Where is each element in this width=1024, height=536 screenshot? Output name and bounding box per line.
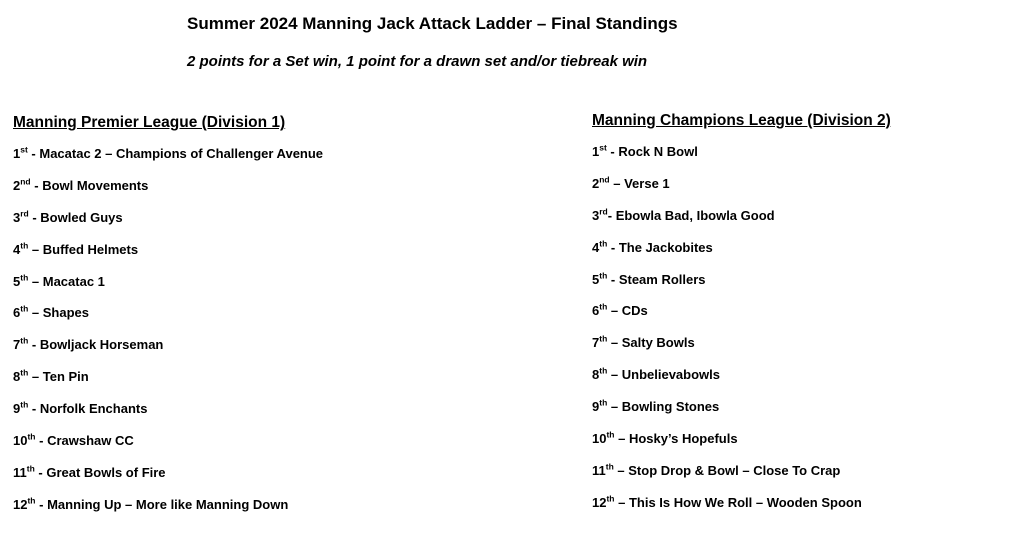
rank-suffix: th [606,429,615,440]
rank-number: 9 [13,401,21,417]
rank-position [13,337,28,352]
rank-number: 8 [13,369,21,385]
rank-suffix: th [605,461,614,472]
rank-separator: – [607,335,622,351]
rank-position [13,146,28,161]
rank-number: 10 [13,433,28,449]
rank-position [13,274,28,289]
rank-position [13,242,28,257]
standing-row [592,302,1012,334]
rank-separator: – [28,369,43,385]
rank-separator: - [34,464,47,480]
rank-suffix: th [20,304,29,315]
rank-position [592,208,608,223]
rank-separator: – [28,241,43,257]
rank-separator: - [28,337,40,353]
rank-suffix: rd [599,206,608,217]
rank-position [592,240,607,255]
rank-suffix: th [599,397,608,408]
rank-suffix: th [606,493,615,504]
rank-suffix: th [20,367,29,378]
rank-number: 9 [592,399,600,415]
rank-number: 6 [592,303,600,319]
standing-row [13,209,433,241]
rank-separator: – [28,305,43,321]
standing-row [592,239,1012,271]
rank-number: 1 [13,146,21,161]
rank-separator: - [27,146,40,161]
rank-position [592,367,607,382]
rank-position [13,497,36,512]
rank-separator: – [613,462,629,478]
team-name: Manning Up – More like Manning Down [47,496,289,512]
rank-position [592,431,615,446]
rank-suffix: nd [599,174,610,185]
rank-separator: – [607,303,622,319]
rank-separator: – [614,431,629,447]
rank-number: 4 [13,241,21,257]
team-name: Bowljack Horseman [39,337,164,353]
standing-row [13,177,433,209]
rank-number: 11 [13,464,27,480]
team-name: Crawshaw CC [47,433,134,449]
rank-number: 12 [592,494,607,510]
rank-separator: - [35,433,48,449]
rank-position [13,401,28,416]
rank-separator: - [607,271,619,287]
team-name: Bowling Stones [621,399,720,415]
rank-separator: - [607,239,619,255]
standings-list [13,145,433,528]
rank-separator: - [606,144,619,159]
standing-row [592,143,1012,175]
rank-position [592,272,607,287]
team-name: Unbelievabowls [621,367,720,383]
rank-suffix: th [20,240,29,251]
rank-number: 2 [13,177,21,193]
team-name: Verse 1 [624,175,670,191]
team-name: Stop Drop & Bowl – Close To Crap [628,462,841,478]
team-name: Norfolk Enchants [39,401,148,417]
division-1-section [13,114,433,528]
standings-list [592,143,1012,526]
rank-separator: - [35,496,48,512]
team-name: The Jackobites [618,239,713,255]
rank-position [13,465,35,480]
rank-position [592,303,607,318]
team-name: CDs [621,303,648,319]
team-name: Hosky’s Hopefuls [628,431,738,447]
rank-position [592,399,607,414]
rank-number: 6 [13,305,21,321]
rank-position [592,495,615,510]
rank-number: 5 [592,271,600,287]
standing-row [592,207,1012,239]
rank-position [13,433,36,448]
rank-number: 3 [592,207,600,223]
page-title: Summer 2024 Manning Jack Attack Ladder – Final Standings [187,14,678,33]
rank-position [592,176,610,191]
rank-separator: - [28,209,41,225]
rank-number: 10 [592,431,607,447]
rank-suffix: th [599,238,608,249]
rank-number: 5 [13,273,21,289]
division-2-section [592,112,1012,526]
team-name: Great Bowls of Fire [46,464,166,480]
standing-row [13,368,433,400]
rank-separator: – [607,399,622,415]
rank-separator: - [30,177,43,193]
points-rule-subtitle: 2 points for a Set win, 1 point for a drawn set and/or tiebreak win [187,53,648,70]
rank-number: 3 [13,209,21,225]
rank-suffix: th [20,399,29,410]
rank-position [13,210,29,225]
rank-separator: - [28,401,40,417]
standing-row [13,336,433,368]
rank-number: 2 [592,175,600,191]
rank-number: 7 [13,337,21,353]
team-name: Salty Bowls [621,335,695,351]
rank-suffix: st [599,142,607,153]
standing-row [592,398,1012,430]
standing-row [592,271,1012,303]
team-name: Buffed Helmets [42,241,139,257]
rank-suffix: th [599,270,608,281]
standing-row [13,273,433,305]
rank-suffix: th [599,302,608,313]
standing-row [13,464,433,496]
rank-suffix: th [27,431,36,442]
rank-suffix: th [599,334,608,345]
rank-position [592,144,607,159]
rank-position [13,178,31,193]
rank-number: 1 [592,144,600,159]
rank-separator: – [614,494,629,510]
rank-position [592,335,607,350]
standing-row [592,462,1012,494]
rank-suffix: st [20,144,28,155]
standing-row [13,496,433,528]
team-name: Ten Pin [42,369,89,385]
team-name: Macatac 2 – Champions of Challenger Avenue [39,146,324,161]
rank-number: 4 [592,239,600,255]
team-name: Ebowla Bad, Ibowla Good [615,207,775,223]
rank-number: 8 [592,367,600,383]
rank-position [13,369,28,384]
rank-suffix: th [599,365,608,376]
rank-suffix: rd [20,208,29,219]
team-name: Macatac 1 [42,273,105,289]
team-name: Bowl Movements [42,177,149,193]
team-name: Bowled Guys [40,209,123,225]
rank-suffix: th [27,495,36,506]
rank-separator: – [28,273,43,289]
team-name: This Is How We Roll – Wooden Spoon [628,494,862,510]
rank-separator: – [609,175,625,191]
rank-position [13,305,28,320]
rank-number: 7 [592,335,600,351]
rank-position [592,463,614,478]
division-heading: Manning Premier League (Division 1) [13,114,286,131]
standing-row [13,432,433,464]
rank-number: 11 [592,462,606,478]
standing-row [13,400,433,432]
rank-separator: – [607,367,622,383]
standing-row [592,366,1012,398]
team-name: Shapes [42,305,89,321]
standing-row [592,175,1012,207]
rank-suffix: nd [20,176,31,187]
rank-suffix: th [26,463,35,474]
rank-separator: - [607,207,616,223]
division-heading: Manning Champions League (Division 2) [592,112,891,129]
standing-row [13,304,433,336]
standing-row [592,430,1012,462]
team-name: Steam Rollers [618,271,706,287]
team-name: Rock N Bowl [618,144,698,159]
rank-suffix: th [20,272,29,283]
standing-row [13,145,433,177]
standing-row [592,494,1012,526]
standing-row [592,334,1012,366]
standing-row [13,241,433,273]
rank-suffix: th [20,336,29,347]
rank-number: 12 [13,496,28,512]
